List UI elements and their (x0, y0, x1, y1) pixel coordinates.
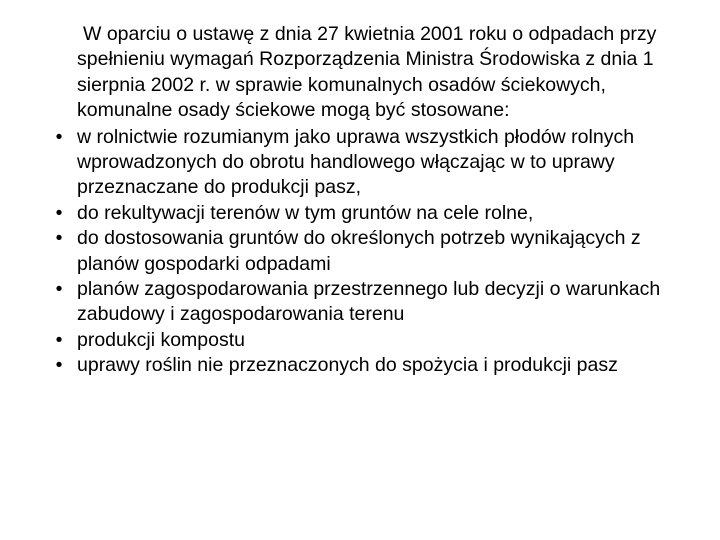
slide-content (52, 22, 692, 379)
list-item-text: do rekultywacji terenów w tym gruntów na cele rolne, (77, 201, 534, 224)
list-item (52, 226, 692, 277)
intro-paragraph (52, 22, 692, 124)
list-item (52, 353, 692, 378)
list-item-text: produkcji kompostu (77, 328, 245, 351)
list-item-text: planów zagospodarowania przestrzennego lub decyzji o warunkach zabudowy i zagospodarowania terenu (77, 278, 661, 326)
list-item (52, 201, 692, 226)
list-item-text: uprawy roślin nie przeznaczonych do spożycia i produkcji pasz (77, 354, 618, 377)
bullet-icon: • (55, 201, 63, 224)
bullet-icon: • (55, 354, 63, 377)
bullet-icon: • (55, 328, 63, 351)
intro-text: W oparciu o ustawę z dnia 27 kwietnia 2001 roku o odpadach przy spełnieniu wymagań Rozporządzenia Ministra Środowiska z dnia 1 sierpnia 2002 r. w sprawie komunalnych osadów ściekowych, komunalne osady ściekowe mogą być stosowane: (77, 23, 657, 122)
list-item (52, 277, 692, 328)
bullet-icon: • (55, 227, 63, 250)
list-item (52, 125, 692, 201)
list-item-text: w rolnictwie rozumianym jako uprawa wszystkich płodów rolnych wprowadzonych do obrotu handlowego włączając w to uprawy przeznaczane do produkcji pasz, (77, 125, 635, 199)
bullet-list (52, 125, 692, 379)
list-item-text: do dostosowania gruntów do określonych potrzeb wynikających z planów gospodarki odpadami (77, 227, 641, 275)
bullet-icon: • (55, 125, 63, 148)
list-item (52, 328, 692, 353)
bullet-icon: • (55, 278, 63, 301)
